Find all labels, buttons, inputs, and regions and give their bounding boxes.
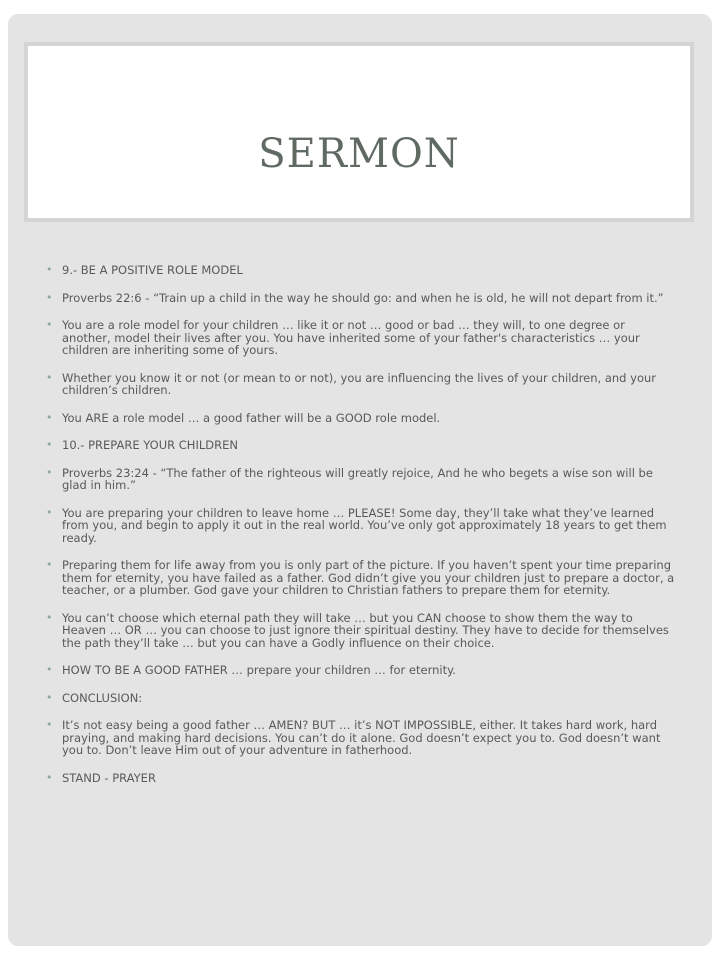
- title-box: [24, 42, 694, 222]
- bullet-item: • CONCLUSION:: [46, 692, 676, 705]
- bullet-list: [46, 264, 676, 799]
- bullet-item: • You are a role model for your children … like it or not … good or bad … they will, to one degree or another, model their lives after you. You have inherited some of your father's characteristics … your children are inheriting some of yours.: [46, 319, 676, 357]
- bullet-item: • It’s not easy being a good father … AMEN? BUT … it’s NOT IMPOSSIBLE, either. It takes hard work, hard praying, and making hard decisions. You can’t do it alone. God doesn’t expect you to. God doesn’t want you to. Don’t leave Him out of your adventure in fatherhood.: [46, 719, 676, 757]
- bullet-item: • 9.- BE A POSITIVE ROLE MODEL: [46, 264, 676, 277]
- bullet-item: • You ARE a role model … a good father will be a GOOD role model.: [46, 412, 676, 425]
- bullet-item: • HOW TO BE A GOOD FATHER … prepare your children … for eternity.: [46, 664, 676, 677]
- bullet-item: • Preparing them for life away from you is only part of the picture. If you haven’t spent your time preparing them for eternity, you have failed as a father. God didn’t give you your children just to prepare a doctor, a teacher, or a plumber. God gave your children to Christian fathers to prepare them for eternity.: [46, 559, 676, 597]
- bullet-item: • Whether you know it or not (or mean to or not), you are influencing the lives of your children, and your children’s children.: [46, 372, 676, 397]
- bullet-item: • 10.- PREPARE YOUR CHILDREN: [46, 439, 676, 452]
- bullet-item: • You are preparing your children to leave home … PLEASE! Some day, they’ll take what they’ve learned from you, and begin to apply it out in the real world. You’ve only got approximately 18 years to get them ready.: [46, 507, 676, 545]
- slide-title: SERMON: [258, 131, 460, 177]
- bullet-item: • Proverbs 22:6 - “Train up a child in the way he should go: and when he is old, he will not depart from it.”: [46, 292, 676, 305]
- bullet-item: • You can’t choose which eternal path they will take … but you CAN choose to show them the way to Heaven … OR … you can choose to just ignore their spiritual destiny. They have to decide for themselves the path they’ll take … but you can have a Godly influence on their choice.: [46, 612, 676, 650]
- bullet-item: • Proverbs 23:24 - “The father of the righteous will greatly rejoice, And he who begets a wise son will be glad in him.”: [46, 467, 676, 492]
- slide: [8, 14, 712, 946]
- bullet-item: • STAND - PRAYER: [46, 772, 676, 785]
